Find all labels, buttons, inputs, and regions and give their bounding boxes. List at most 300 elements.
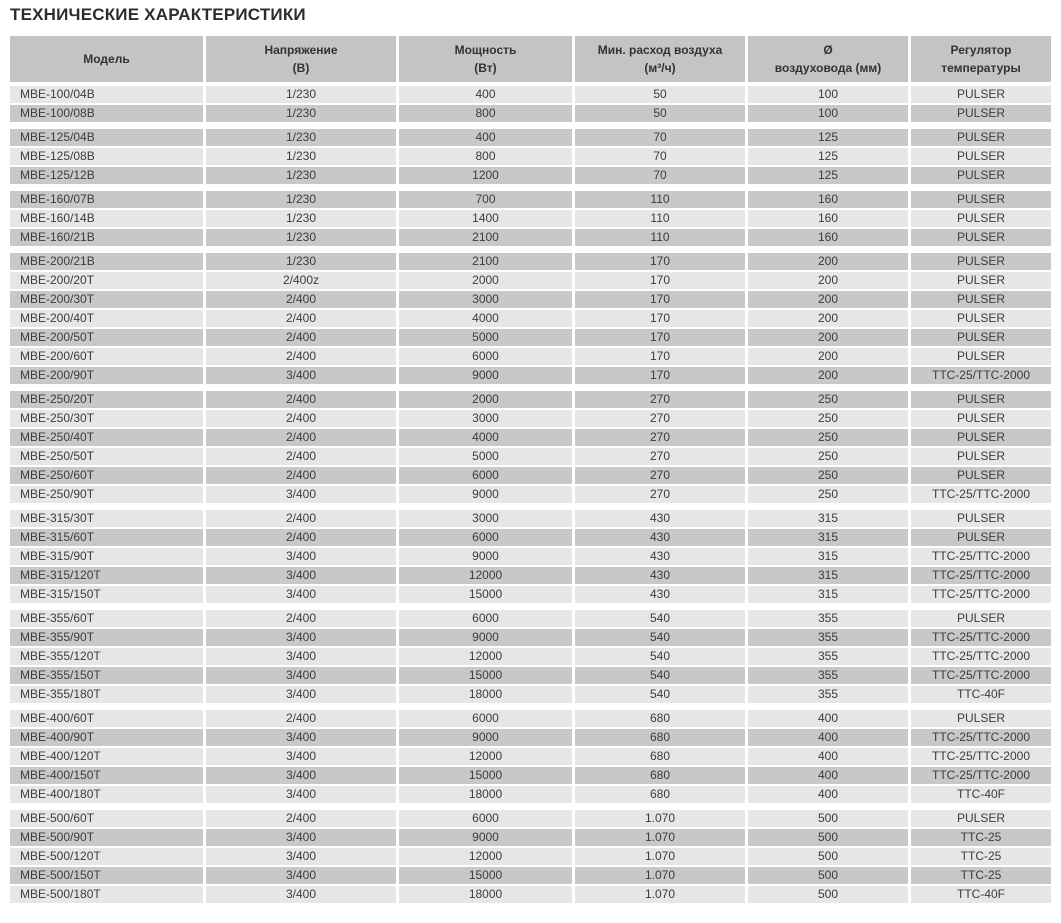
diameter-cell: 400 <box>748 767 908 784</box>
model-cell: MBE-100/04B <box>10 86 203 103</box>
table-row <box>10 667 1051 684</box>
table-row <box>10 191 1051 208</box>
regulator-cell: PULSER <box>911 148 1051 165</box>
power-cell: 1400 <box>399 210 572 227</box>
model-cell: MBE-500/180T <box>10 886 203 903</box>
regulator-cell: PULSER <box>911 86 1051 103</box>
table-row <box>10 610 1051 627</box>
power-cell: 9000 <box>399 729 572 746</box>
regulator-cell: TTC-25/TTC-2000 <box>911 648 1051 665</box>
table-row <box>10 467 1051 484</box>
table-row <box>10 310 1051 327</box>
table-row <box>10 348 1051 365</box>
model-cell: MBE-315/60T <box>10 529 203 546</box>
power-cell: 15000 <box>399 867 572 884</box>
airflow-cell: 270 <box>575 391 745 408</box>
table-row <box>10 391 1051 408</box>
voltage-cell: 2/400 <box>206 348 396 365</box>
airflow-cell: 430 <box>575 567 745 584</box>
table-row <box>10 86 1051 103</box>
table-row <box>10 529 1051 546</box>
table-row <box>10 448 1051 465</box>
power-cell: 6000 <box>399 710 572 727</box>
diameter-cell: 500 <box>748 848 908 865</box>
regulator-cell: PULSER <box>911 448 1051 465</box>
model-cell: MBE-200/20T <box>10 272 203 289</box>
model-cell: MBE-200/40T <box>10 310 203 327</box>
regulator-cell: PULSER <box>911 410 1051 427</box>
airflow-cell: 50 <box>575 105 745 122</box>
regulator-cell: PULSER <box>911 391 1051 408</box>
model-cell: MBE-160/14B <box>10 210 203 227</box>
specs-table <box>10 36 1051 903</box>
diameter-cell: 315 <box>748 510 908 527</box>
voltage-cell: 2/400 <box>206 529 396 546</box>
column-header-airflow <box>575 36 745 82</box>
regulator-cell: PULSER <box>911 529 1051 546</box>
airflow-cell: 430 <box>575 529 745 546</box>
power-cell: 800 <box>399 105 572 122</box>
voltage-cell: 2/400 <box>206 391 396 408</box>
regulator-cell: TTC-25 <box>911 848 1051 865</box>
diameter-cell: 400 <box>748 729 908 746</box>
voltage-cell: 2/400 <box>206 510 396 527</box>
page-title: ТЕХНИЧЕСКИЕ ХАРАКТЕРИСТИКИ <box>10 5 306 24</box>
table-row <box>10 810 1051 827</box>
voltage-cell: 2/400 <box>206 291 396 308</box>
airflow-cell: 70 <box>575 148 745 165</box>
airflow-cell: 110 <box>575 229 745 246</box>
model-cell: MBE-250/20T <box>10 391 203 408</box>
regulator-cell: TTC-40F <box>911 786 1051 803</box>
table-row <box>10 291 1051 308</box>
regulator-cell: TTC-25/TTC-2000 <box>911 667 1051 684</box>
voltage-cell: 2/400 <box>206 329 396 346</box>
table-row <box>10 486 1051 503</box>
diameter-cell: 250 <box>748 391 908 408</box>
power-cell: 400 <box>399 86 572 103</box>
regulator-cell: TTC-25 <box>911 867 1051 884</box>
diameter-cell: 250 <box>748 429 908 446</box>
model-cell: MBE-500/150T <box>10 867 203 884</box>
power-cell: 18000 <box>399 886 572 903</box>
airflow-cell: 270 <box>575 486 745 503</box>
diameter-cell: 250 <box>748 486 908 503</box>
voltage-cell: 2/400 <box>206 710 396 727</box>
table-row <box>10 410 1051 427</box>
model-cell: MBE-500/60T <box>10 810 203 827</box>
voltage-cell: 2/400z <box>206 272 396 289</box>
diameter-cell: 250 <box>748 467 908 484</box>
table-row <box>10 210 1051 227</box>
voltage-cell: 1/230 <box>206 210 396 227</box>
diameter-cell: 125 <box>748 129 908 146</box>
diameter-cell: 100 <box>748 105 908 122</box>
voltage-cell: 3/400 <box>206 867 396 884</box>
power-cell: 6000 <box>399 529 572 546</box>
airflow-cell: 70 <box>575 129 745 146</box>
column-header-power <box>399 36 572 82</box>
power-cell: 6000 <box>399 348 572 365</box>
power-cell: 6000 <box>399 610 572 627</box>
voltage-cell: 1/230 <box>206 129 396 146</box>
airflow-cell: 170 <box>575 367 745 384</box>
diameter-cell: 160 <box>748 191 908 208</box>
diameter-cell: 315 <box>748 548 908 565</box>
power-cell: 12000 <box>399 567 572 584</box>
table-row <box>10 748 1051 765</box>
voltage-cell: 1/230 <box>206 191 396 208</box>
model-cell: MBE-355/150T <box>10 667 203 684</box>
regulator-cell: TTC-25/TTC-2000 <box>911 748 1051 765</box>
model-cell: MBE-250/50T <box>10 448 203 465</box>
airflow-cell: 1.070 <box>575 848 745 865</box>
power-cell: 18000 <box>399 686 572 703</box>
airflow-cell: 1.070 <box>575 867 745 884</box>
regulator-cell: TTC-40F <box>911 886 1051 903</box>
column-header-model <box>10 36 203 82</box>
model-cell: MBE-500/120T <box>10 848 203 865</box>
power-cell: 9000 <box>399 829 572 846</box>
column-header-line2: воздуховода (мм) <box>774 61 882 75</box>
regulator-cell: PULSER <box>911 310 1051 327</box>
model-cell: MBE-400/90T <box>10 729 203 746</box>
table-header-row <box>10 36 1051 82</box>
regulator-cell: PULSER <box>911 610 1051 627</box>
voltage-cell: 2/400 <box>206 429 396 446</box>
diameter-cell: 250 <box>748 410 908 427</box>
table-row <box>10 548 1051 565</box>
diameter-cell: 200 <box>748 348 908 365</box>
table-row <box>10 586 1051 603</box>
power-cell: 6000 <box>399 810 572 827</box>
model-cell: MBE-355/120T <box>10 648 203 665</box>
power-cell: 700 <box>399 191 572 208</box>
regulator-cell: TTC-40F <box>911 686 1051 703</box>
airflow-cell: 270 <box>575 448 745 465</box>
power-cell: 9000 <box>399 548 572 565</box>
diameter-cell: 200 <box>748 329 908 346</box>
column-header-line1: Мощность <box>454 43 517 57</box>
power-cell: 2000 <box>399 391 572 408</box>
diameter-cell: 355 <box>748 648 908 665</box>
airflow-cell: 110 <box>575 210 745 227</box>
power-cell: 5000 <box>399 448 572 465</box>
voltage-cell: 2/400 <box>206 467 396 484</box>
diameter-cell: 200 <box>748 291 908 308</box>
model-cell: MBE-200/21B <box>10 253 203 270</box>
voltage-cell: 3/400 <box>206 848 396 865</box>
power-cell: 3000 <box>399 410 572 427</box>
airflow-cell: 170 <box>575 272 745 289</box>
regulator-cell: TTC-25/TTC-2000 <box>911 567 1051 584</box>
power-cell: 4000 <box>399 310 572 327</box>
column-header-line2: (м³/ч) <box>644 61 676 75</box>
model-cell: MBE-400/150T <box>10 767 203 784</box>
power-cell: 3000 <box>399 291 572 308</box>
model-cell: MBE-315/150T <box>10 586 203 603</box>
model-cell: MBE-125/12B <box>10 167 203 184</box>
regulator-cell: TTC-25/TTC-2000 <box>911 548 1051 565</box>
power-cell: 400 <box>399 129 572 146</box>
table-row <box>10 867 1051 884</box>
diameter-cell: 355 <box>748 610 908 627</box>
table-row <box>10 648 1051 665</box>
airflow-cell: 110 <box>575 191 745 208</box>
airflow-cell: 540 <box>575 667 745 684</box>
table-body <box>10 86 1051 903</box>
model-cell: MBE-400/120T <box>10 748 203 765</box>
power-cell: 15000 <box>399 667 572 684</box>
power-cell: 1200 <box>399 167 572 184</box>
airflow-cell: 540 <box>575 610 745 627</box>
model-cell: MBE-250/40T <box>10 429 203 446</box>
voltage-cell: 1/230 <box>206 229 396 246</box>
column-header-voltage <box>206 36 396 82</box>
airflow-cell: 680 <box>575 710 745 727</box>
regulator-cell: PULSER <box>911 510 1051 527</box>
column-header-line2: (Вт) <box>474 61 497 75</box>
table-row <box>10 786 1051 803</box>
power-cell: 12000 <box>399 748 572 765</box>
model-cell: MBE-250/30T <box>10 410 203 427</box>
airflow-cell: 680 <box>575 729 745 746</box>
regulator-cell: PULSER <box>911 191 1051 208</box>
airflow-cell: 70 <box>575 167 745 184</box>
voltage-cell: 2/400 <box>206 448 396 465</box>
regulator-cell: TTC-25/TTC-2000 <box>911 586 1051 603</box>
airflow-cell: 1.070 <box>575 829 745 846</box>
table-row <box>10 848 1051 865</box>
table-row <box>10 767 1051 784</box>
diameter-cell: 500 <box>748 886 908 903</box>
model-cell: MBE-400/180T <box>10 786 203 803</box>
airflow-cell: 270 <box>575 467 745 484</box>
voltage-cell: 3/400 <box>206 748 396 765</box>
airflow-cell: 430 <box>575 510 745 527</box>
airflow-cell: 170 <box>575 348 745 365</box>
power-cell: 2100 <box>399 229 572 246</box>
model-cell: MBE-160/21B <box>10 229 203 246</box>
voltage-cell: 1/230 <box>206 86 396 103</box>
model-cell: MBE-250/60T <box>10 467 203 484</box>
airflow-cell: 270 <box>575 410 745 427</box>
model-cell: MBE-400/60T <box>10 710 203 727</box>
diameter-cell: 160 <box>748 210 908 227</box>
table-row <box>10 148 1051 165</box>
table-row <box>10 729 1051 746</box>
model-cell: MBE-125/08B <box>10 148 203 165</box>
regulator-cell: PULSER <box>911 167 1051 184</box>
power-cell: 6000 <box>399 467 572 484</box>
column-header-line2: (В) <box>292 61 310 75</box>
table-row <box>10 253 1051 270</box>
voltage-cell: 1/230 <box>206 148 396 165</box>
power-cell: 5000 <box>399 329 572 346</box>
model-cell: MBE-315/30T <box>10 510 203 527</box>
airflow-cell: 540 <box>575 686 745 703</box>
model-cell: MBE-315/90T <box>10 548 203 565</box>
voltage-cell: 3/400 <box>206 729 396 746</box>
voltage-cell: 1/230 <box>206 167 396 184</box>
airflow-cell: 1.070 <box>575 810 745 827</box>
airflow-cell: 680 <box>575 786 745 803</box>
table-row <box>10 329 1051 346</box>
table-row <box>10 629 1051 646</box>
power-cell: 9000 <box>399 486 572 503</box>
diameter-cell: 500 <box>748 810 908 827</box>
model-cell: MBE-355/90T <box>10 629 203 646</box>
voltage-cell: 3/400 <box>206 767 396 784</box>
voltage-cell: 2/400 <box>206 310 396 327</box>
airflow-cell: 680 <box>575 748 745 765</box>
power-cell: 2000 <box>399 272 572 289</box>
column-header-line1: Мин. расход воздуха <box>597 43 723 57</box>
diameter-cell: 125 <box>748 167 908 184</box>
regulator-cell: PULSER <box>911 710 1051 727</box>
model-cell: MBE-250/90T <box>10 486 203 503</box>
diameter-cell: 400 <box>748 748 908 765</box>
voltage-cell: 1/230 <box>206 253 396 270</box>
voltage-cell: 3/400 <box>206 367 396 384</box>
model-cell: MBE-200/50T <box>10 329 203 346</box>
diameter-cell: 200 <box>748 253 908 270</box>
column-header-line1: Регулятор <box>950 43 1012 57</box>
diameter-cell: 160 <box>748 229 908 246</box>
model-cell: MBE-315/120T <box>10 567 203 584</box>
regulator-cell: PULSER <box>911 229 1051 246</box>
power-cell: 12000 <box>399 648 572 665</box>
model-cell: MBE-355/60T <box>10 610 203 627</box>
airflow-cell: 680 <box>575 767 745 784</box>
voltage-cell: 3/400 <box>206 586 396 603</box>
table-row <box>10 829 1051 846</box>
power-cell: 9000 <box>399 629 572 646</box>
diameter-cell: 355 <box>748 667 908 684</box>
table-row <box>10 129 1051 146</box>
airflow-cell: 170 <box>575 253 745 270</box>
diameter-cell: 500 <box>748 867 908 884</box>
airflow-cell: 430 <box>575 548 745 565</box>
table-row <box>10 272 1051 289</box>
power-cell: 15000 <box>399 767 572 784</box>
voltage-cell: 3/400 <box>206 629 396 646</box>
voltage-cell: 3/400 <box>206 786 396 803</box>
table-row <box>10 567 1051 584</box>
voltage-cell: 3/400 <box>206 686 396 703</box>
model-cell: MBE-125/04B <box>10 129 203 146</box>
diameter-cell: 400 <box>748 710 908 727</box>
model-cell: MBE-500/90T <box>10 829 203 846</box>
diameter-cell: 200 <box>748 272 908 289</box>
regulator-cell: PULSER <box>911 810 1051 827</box>
regulator-cell: TTC-25/TTC-2000 <box>911 767 1051 784</box>
voltage-cell: 2/400 <box>206 610 396 627</box>
voltage-cell: 3/400 <box>206 567 396 584</box>
airflow-cell: 50 <box>575 86 745 103</box>
airflow-cell: 1.070 <box>575 886 745 903</box>
regulator-cell: PULSER <box>911 329 1051 346</box>
power-cell: 800 <box>399 148 572 165</box>
diameter-cell: 355 <box>748 686 908 703</box>
power-cell: 2100 <box>399 253 572 270</box>
diameter-cell: 315 <box>748 529 908 546</box>
diameter-cell: 250 <box>748 448 908 465</box>
table-row <box>10 710 1051 727</box>
diameter-cell: 315 <box>748 567 908 584</box>
regulator-cell: PULSER <box>911 210 1051 227</box>
power-cell: 12000 <box>399 848 572 865</box>
table-row <box>10 686 1051 703</box>
regulator-cell: TTC-25/TTC-2000 <box>911 629 1051 646</box>
voltage-cell: 3/400 <box>206 667 396 684</box>
diameter-cell: 315 <box>748 586 908 603</box>
regulator-cell: TTC-25/TTC-2000 <box>911 729 1051 746</box>
table-row <box>10 429 1051 446</box>
airflow-cell: 170 <box>575 310 745 327</box>
voltage-cell: 2/400 <box>206 410 396 427</box>
airflow-cell: 270 <box>575 429 745 446</box>
airflow-cell: 430 <box>575 586 745 603</box>
column-header-line2: температуры <box>941 61 1021 75</box>
regulator-cell: PULSER <box>911 105 1051 122</box>
regulator-cell: PULSER <box>911 291 1051 308</box>
table-row <box>10 886 1051 903</box>
model-cell: MBE-100/08B <box>10 105 203 122</box>
table-row <box>10 229 1051 246</box>
regulator-cell: TTC-25/TTC-2000 <box>911 486 1051 503</box>
voltage-cell: 2/400 <box>206 810 396 827</box>
regulator-cell: TTC-25/TTC-2000 <box>911 367 1051 384</box>
model-cell: MBE-200/30T <box>10 291 203 308</box>
diameter-cell: 125 <box>748 148 908 165</box>
power-cell: 9000 <box>399 367 572 384</box>
table-row <box>10 167 1051 184</box>
diameter-cell: 400 <box>748 786 908 803</box>
column-header-regulator <box>911 36 1051 82</box>
model-cell: MBE-160/07B <box>10 191 203 208</box>
column-header-line1: Ø <box>823 43 833 57</box>
voltage-cell: 3/400 <box>206 486 396 503</box>
voltage-cell: 1/230 <box>206 105 396 122</box>
power-cell: 15000 <box>399 586 572 603</box>
voltage-cell: 3/400 <box>206 548 396 565</box>
voltage-cell: 3/400 <box>206 829 396 846</box>
diameter-cell: 200 <box>748 310 908 327</box>
airflow-cell: 170 <box>575 291 745 308</box>
regulator-cell: PULSER <box>911 348 1051 365</box>
regulator-cell: PULSER <box>911 429 1051 446</box>
column-header-line1: Напряжение <box>264 43 338 57</box>
diameter-cell: 355 <box>748 629 908 646</box>
diameter-cell: 200 <box>748 367 908 384</box>
voltage-cell: 3/400 <box>206 886 396 903</box>
voltage-cell: 3/400 <box>206 648 396 665</box>
power-cell: 4000 <box>399 429 572 446</box>
regulator-cell: PULSER <box>911 272 1051 289</box>
table-row <box>10 367 1051 384</box>
table-row <box>10 510 1051 527</box>
regulator-cell: PULSER <box>911 253 1051 270</box>
power-cell: 18000 <box>399 786 572 803</box>
model-cell: MBE-200/90T <box>10 367 203 384</box>
column-header-line1: Модель <box>83 52 130 66</box>
model-cell: MBE-355/180T <box>10 686 203 703</box>
diameter-cell: 500 <box>748 829 908 846</box>
airflow-cell: 540 <box>575 648 745 665</box>
regulator-cell: PULSER <box>911 467 1051 484</box>
airflow-cell: 170 <box>575 329 745 346</box>
